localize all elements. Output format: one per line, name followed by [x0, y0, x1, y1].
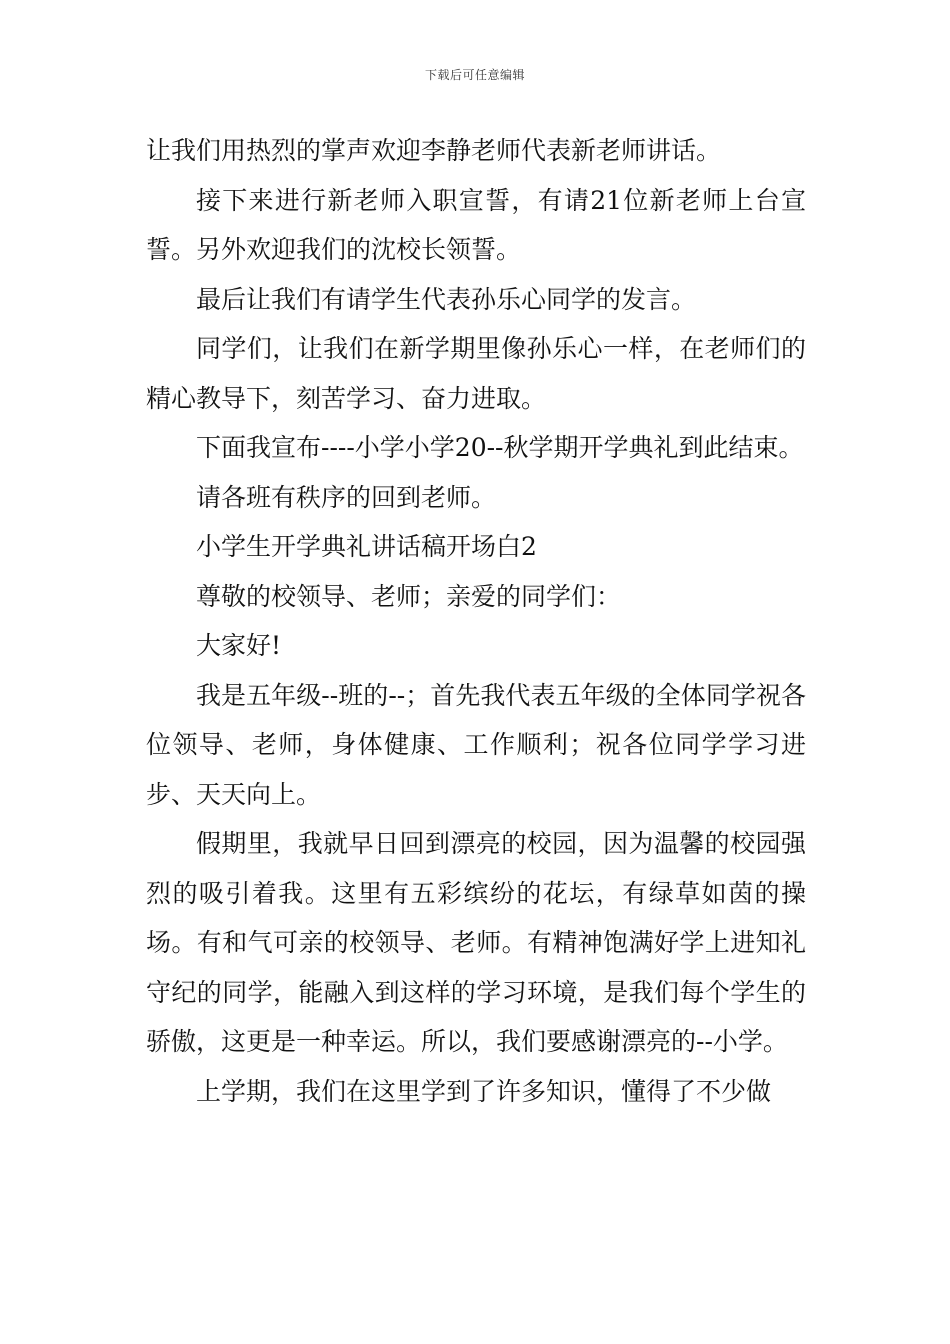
paragraph-4: 同学们，让我们在新学期里像孙乐心一样，在老师们的精心教导下，刻苦学习、奋力进取。 [146, 334, 806, 413]
salutation: 尊敬的校领导、老师；亲爱的同学们： [196, 581, 622, 611]
paragraph-1: 让我们用热烈的掌声欢迎李静老师代表新老师讲话。 [146, 136, 722, 165]
document-body [146, 126, 806, 1116]
paragraph-12: 上学期，我们在这里学到了许多知识，懂得了不少做 [196, 1076, 772, 1106]
paragraph-10: 我是五年级--班的--；首先我代表五年级的全体同学祝各位领导、老师，身体健康、工作顺利；祝各位同学学习进步、天天向上。 [146, 680, 806, 809]
paragraph-3: 最后让我们有请学生代表孙乐心同学的发言。 [196, 284, 697, 314]
paragraph-6: 请各班有秩序的回到老师。 [196, 482, 497, 512]
paragraph-11: 假期里，我就早日回到漂亮的校园，因为温馨的校园强烈的吸引着我。这里有五彩缤纷的花坛，有绿草如茵的操场。有和气可亲的校领导、老师。有精神饱满好学上进知礼守纪的同学，能融入到这样的学习环境，是我们每个学生的骄傲，这更是一种幸运。所以，我们要感谢漂亮的--小学。 [146, 829, 806, 1056]
paragraph-5: 下面我宣布----小学小学20--秋学期开学典礼到此结束。 [196, 433, 804, 462]
greeting: 大家好! [196, 631, 282, 660]
page-header: 下载后可任意编辑 [424, 68, 525, 82]
section-title: 小学生开学典礼讲话稿开场白2 [196, 532, 537, 561]
paragraph-2: 接下来进行新老师入职宣誓，有请21位新老师上台宣誓。另外欢迎我们的沈校长领誓。 [146, 185, 806, 264]
